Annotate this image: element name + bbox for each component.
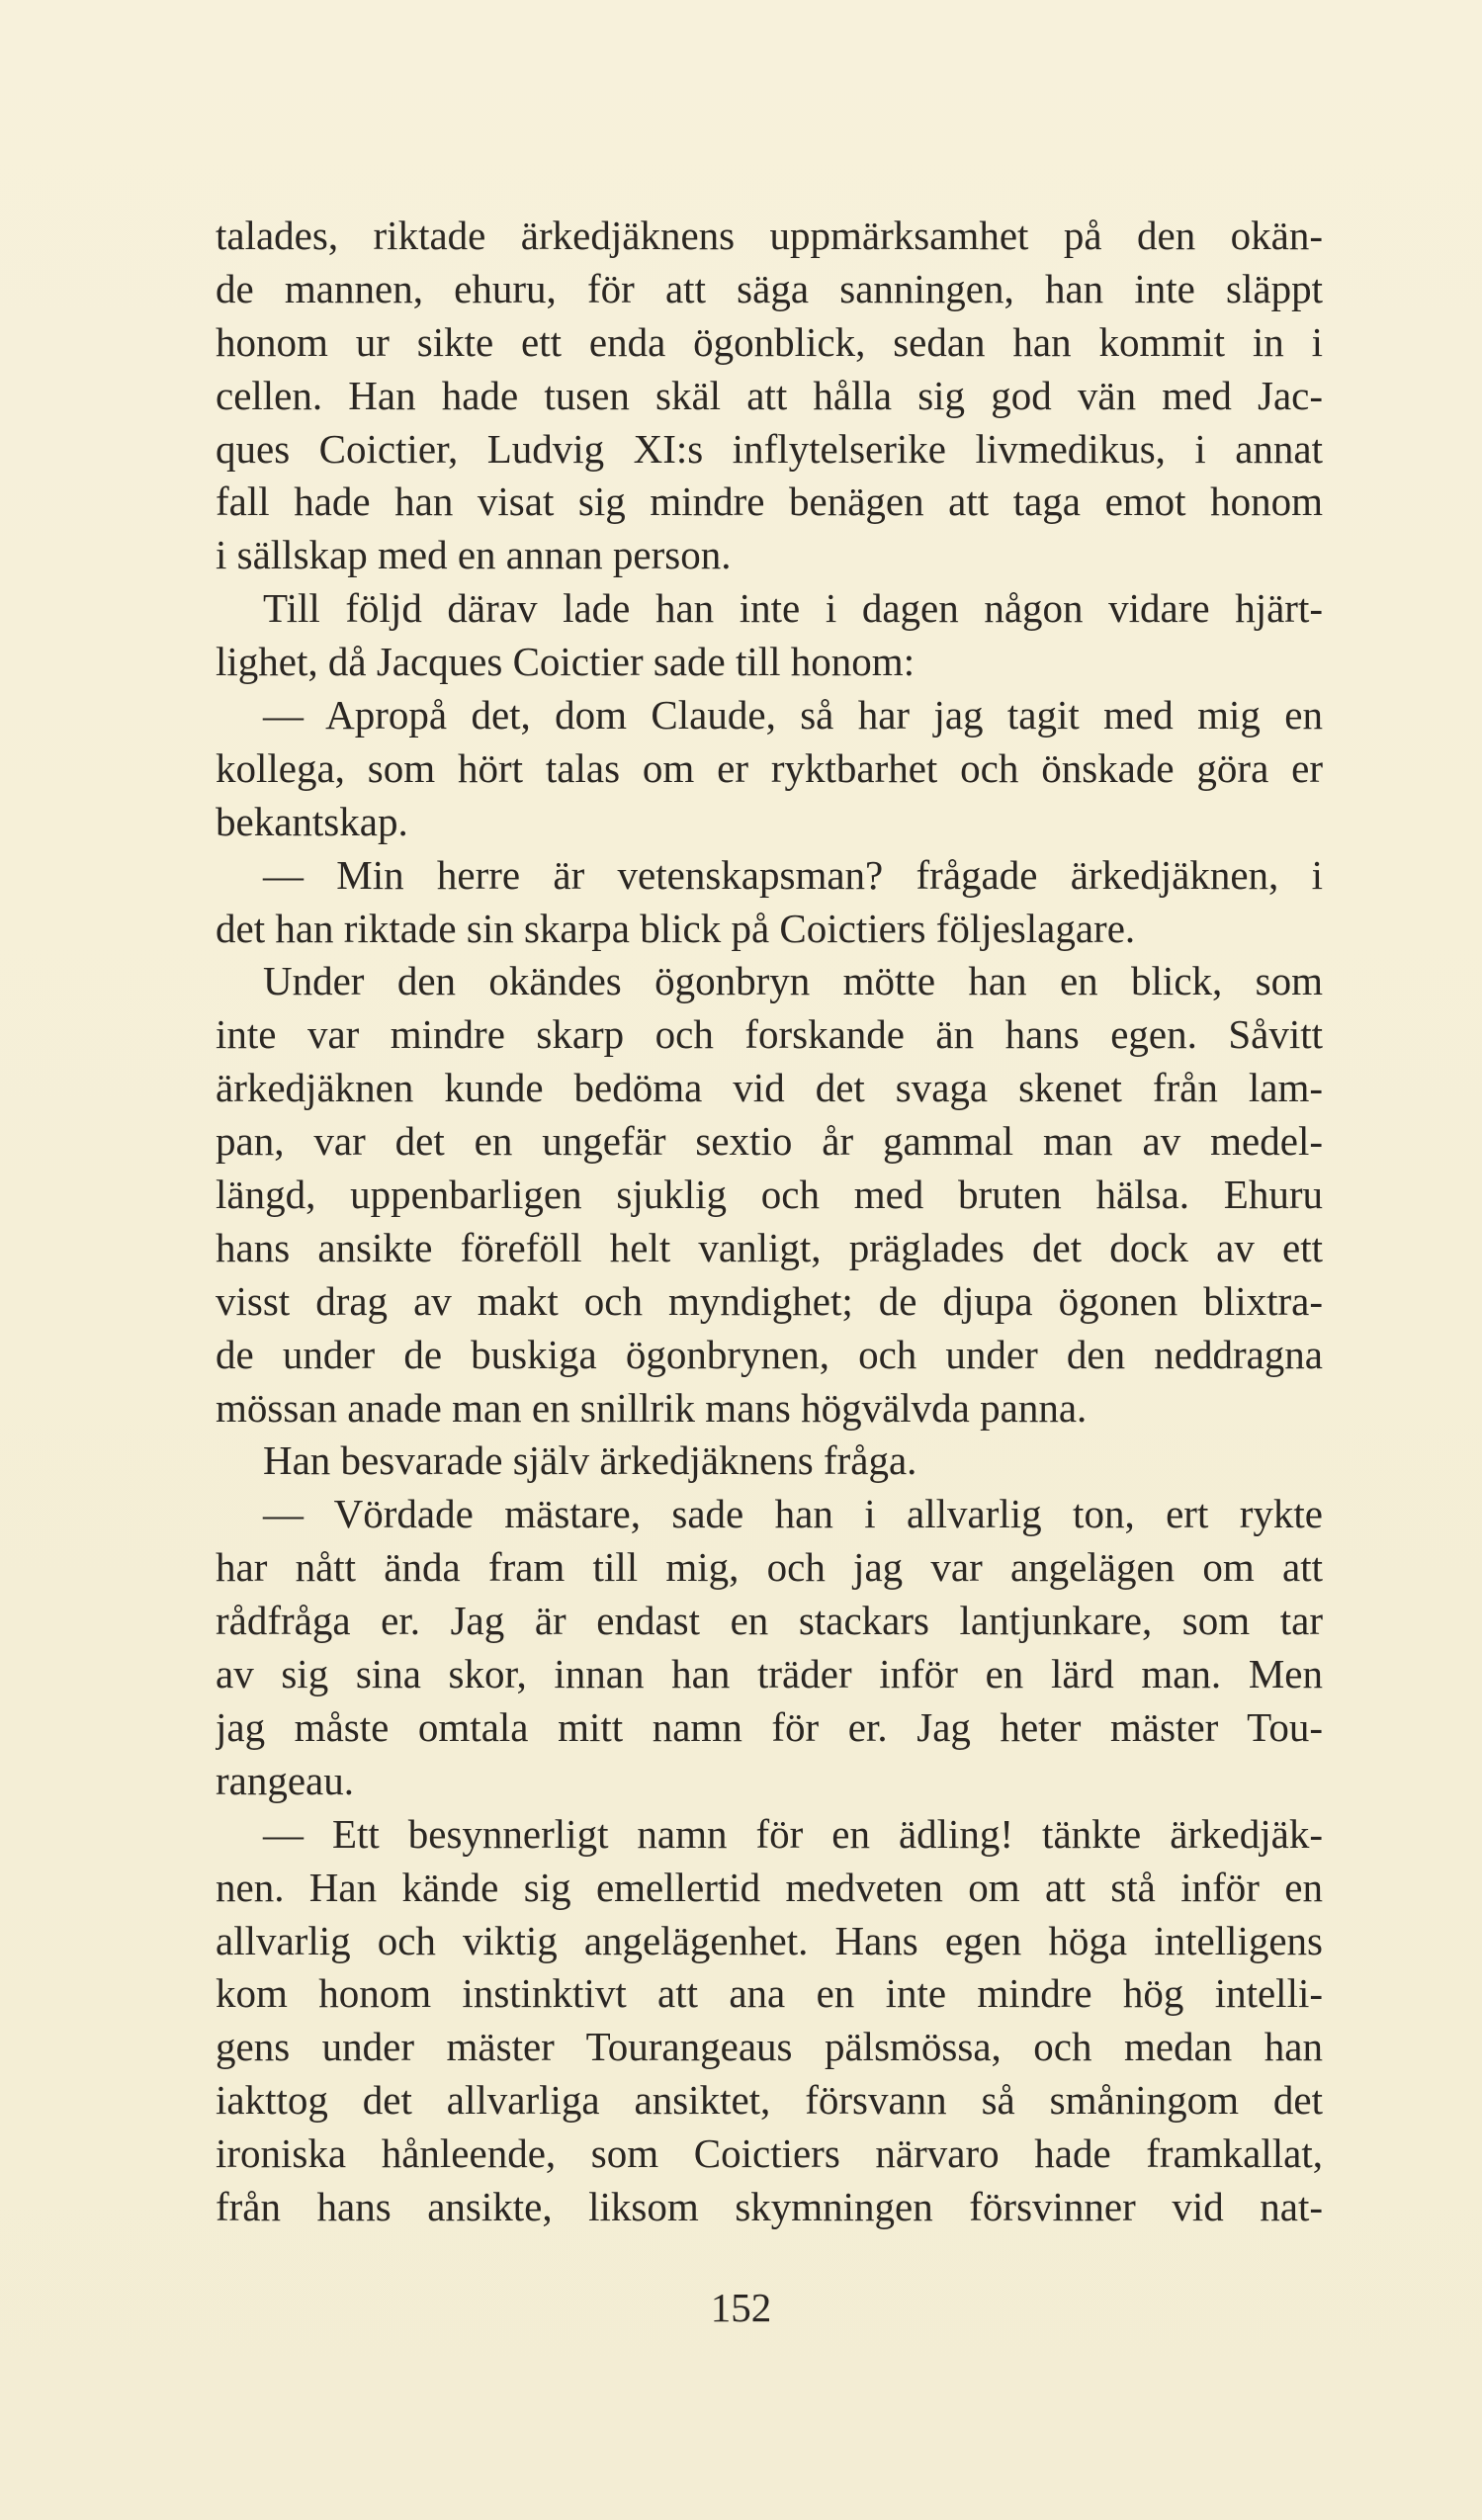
text-line: i sällskap med en annan person. [216, 532, 732, 578]
text-line: Han besvarade själv ärkedjäknens fråga. [263, 1437, 917, 1484]
text-line: Under den okändes ögonbryn mötte han en blick, som [263, 958, 1323, 1004]
text-line: lighet, då Jacques Coictier sade till honom: [216, 639, 915, 685]
text-line: kollega, som hört talas om er ryktbarhet och önskade göra er [216, 744, 1323, 791]
text-line: — Ett besynnerligt namn för en ädling! tänkte ärkedjäk- [263, 1810, 1323, 1857]
text-line: det han riktade sin skarpa blick på Coictiers följeslagare. [216, 905, 1136, 951]
text-line: kom honom instinktivt att ana en inte mindre hög intelli- [216, 1970, 1323, 2017]
text-line: — Vördade mästare, sade han i allvarlig ton, ert rykte [263, 1491, 1323, 1537]
text-line: honom ur sikte ett enda ögonblick, sedan han kommit in i [216, 318, 1323, 365]
text-line: bekantskap. [216, 798, 408, 844]
text-line: ärkedjäknen kunde bedöma vid det svaga skenet från lam- [216, 1065, 1323, 1111]
text-line: allvarlig och viktig angelägenhet. Hans egen höga intelligens [216, 1917, 1323, 1963]
text-line: — Apropå det, dom Claude, så har jag tagit med mig en [263, 692, 1323, 739]
text-line: från hans ansikte, liksom skymningen försvinner vid nat- [216, 2183, 1323, 2229]
text-line: gens under mäster Tourangeaus pälsmössa, och medan han [216, 2024, 1323, 2070]
text-line: längd, uppenbarligen sjuklig och med bruten hälsa. Ehuru [216, 1172, 1323, 1218]
text-line: ques Coictier, Ludvig XI:s inflytelserike livmedikus, i annat [216, 425, 1323, 472]
text-line: inte var mindre skarp och forskande än hans egen. Såvitt [216, 1011, 1323, 1058]
text-line: fall hade han visat sig mindre benägen att taga emot honom [216, 478, 1323, 525]
text-line: ironiska hånleende, som Coictiers närvaro hade framkallat, [216, 2130, 1323, 2177]
text-line: Till följd därav lade han inte i dagen någon vidare hjärt- [263, 585, 1323, 632]
body-text [216, 210, 1323, 2234]
text-line: rangeau. [216, 1757, 354, 1803]
text-line: visst drag av makt och myndighet; de djupa ögonen blixtra- [216, 1277, 1323, 1324]
text-line: har nått ända fram till mig, och jag var angelägen om att [216, 1544, 1323, 1591]
text-line: jag måste omtala mitt namn för er. Jag heter mäster Tou- [216, 1703, 1323, 1750]
text-line: de under de buskiga ögonbrynen, och under den neddragna [216, 1331, 1323, 1377]
text-line: talades, riktade ärkedjäknens uppmärksamhet på den okän- [216, 213, 1323, 258]
page-number: 152 [710, 2285, 772, 2330]
text-line: pan, var det en ungefär sextio år gammal man av medel- [216, 1118, 1323, 1165]
text-line: rådfråga er. Jag är endast en stackars lantjunkare, som tar [216, 1598, 1323, 1644]
text-line: hans ansikte föreföll helt vanligt, präglades det dock av ett [216, 1224, 1323, 1270]
text-line: de mannen, ehuru, för att säga sanningen, han inte släppt [216, 265, 1323, 311]
text-line: mössan anade man en snillrik mans högvälvda panna. [216, 1384, 1088, 1431]
text-line: — Min herre är vetenskapsman? frågade ärkedjäknen, i [263, 851, 1323, 898]
text-line: av sig sina skor, innan han träder inför en lärd man. Men [216, 1651, 1323, 1697]
text-line: cellen. Han hade tusen skäl att hålla sig god vän med Jac- [216, 372, 1323, 418]
text-line: iakttog det allvarliga ansiktet, försvann så småningom det [216, 2077, 1323, 2124]
text-line: nen. Han kände sig emellertid medveten om att stå inför en [216, 1864, 1323, 1910]
